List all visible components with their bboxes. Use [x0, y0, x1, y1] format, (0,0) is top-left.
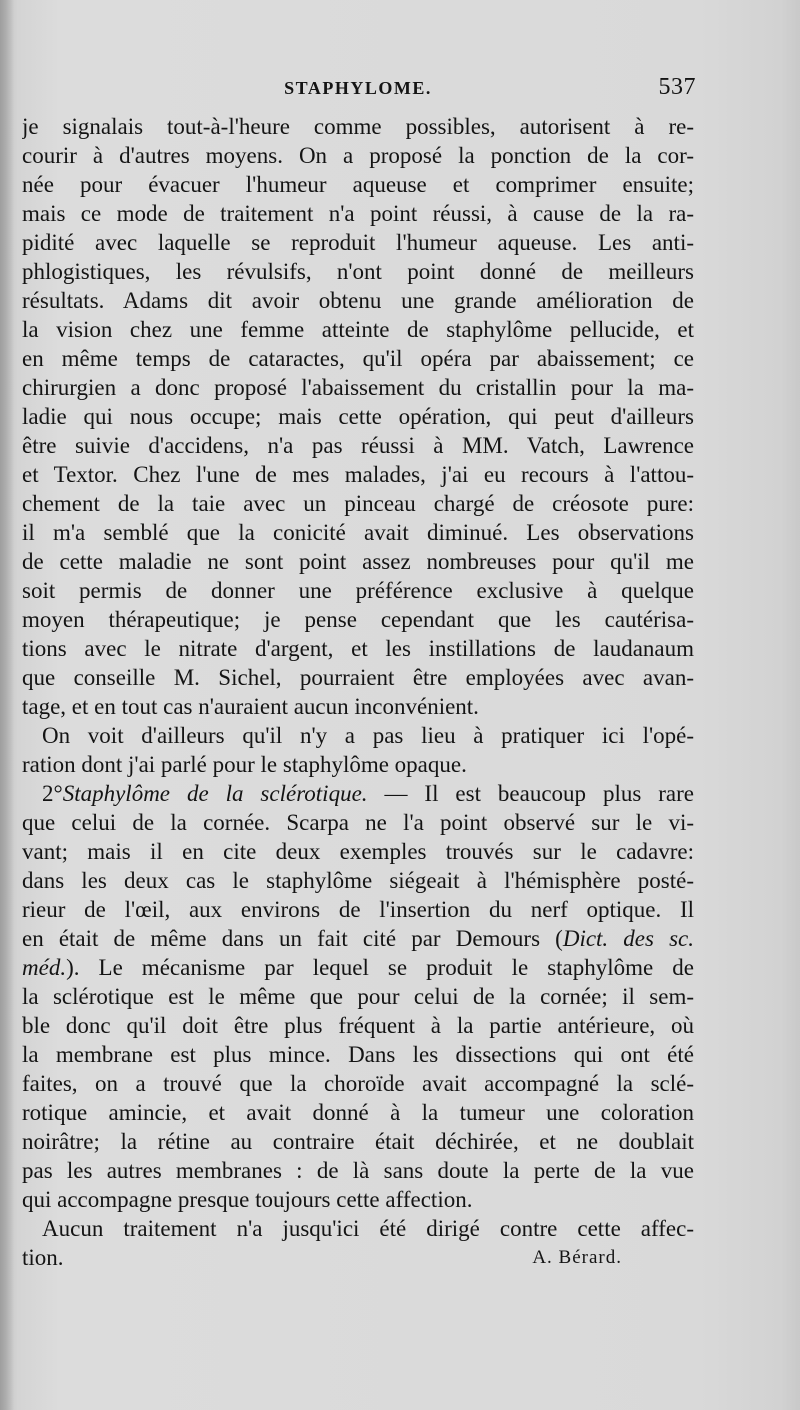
text-line: que celui de la cornée. Scarpa ne l'a point observé sur le vi- — [22, 810, 694, 835]
text-line: soit permis de donner une préférence exclusive à quelque — [22, 578, 694, 603]
body-text — [22, 112, 694, 1272]
text-line: chirurgien a donc proposé l'abaissement du cristallin pour la ma- — [22, 375, 694, 400]
section-heading-line — [22, 779, 694, 808]
section-number: 2° — [42, 781, 63, 806]
author-signature: A. Bérard. — [532, 1247, 622, 1268]
citation-line — [22, 953, 694, 982]
running-head — [20, 72, 696, 106]
text-line: qui accompagne presque toujours cette affection. — [22, 1187, 473, 1212]
citation-line — [22, 924, 694, 953]
text-line: rotique amincie, et avait donné à la tumeur une coloration — [22, 1100, 694, 1125]
text-line: la sclérotique est le même que pour celui de la cornée; il sem- — [22, 984, 694, 1009]
page-number: 537 — [658, 74, 696, 100]
text-line: rieur de l'œil, aux environs de l'insertion du nerf optique. Il — [22, 897, 694, 922]
text-line: moyen thérapeutique; je pense cependant que les cautérisa- — [22, 607, 694, 632]
text-line: que conseille M. Sichel, pourraient être employées avec avan- — [22, 665, 694, 690]
paragraph-first-line: On voit d'ailleurs qu'il n'y a pas lieu à pratiquer ici l'opé- — [42, 723, 694, 748]
text-line: ble donc qu'il doit être plus fréquent à la partie antérieure, où — [22, 1013, 694, 1038]
text-line: ration dont j'ai parlé pour le staphylôme opaque. — [22, 752, 467, 777]
text-line: pas les autres membranes : de là sans doute la perte de la vue — [22, 1158, 694, 1183]
text-line: faites, on a trouvé que la choroïde avait accompagné la sclé- — [22, 1071, 694, 1096]
text-line: mais ce mode de traitement n'a point réussi, à cause de la ra- — [22, 201, 694, 226]
text-line: il m'a semblé que la conicité avait diminué. Les observations — [22, 520, 694, 545]
section-title: Staphylôme de la sclérotique. — [62, 781, 368, 806]
text-line: je signalais tout-à-l'heure comme possibles, autorisent à re- — [22, 114, 694, 139]
text-line: courir à d'autres moyens. On a proposé la ponction de la cor- — [22, 143, 694, 168]
paragraph-first-line: Aucun traitement n'a jusqu'ici été dirigé contre cette affec- — [42, 1216, 694, 1241]
closing-line — [22, 1243, 694, 1272]
text-line: ladie qui nous occupe; mais cette opération, qui peut d'ailleurs — [22, 404, 694, 429]
text-segment: en était de même dans un fait cité par Demours ( — [22, 926, 563, 951]
text-line: et Textor. Chez l'une de mes malades, j'ai eu recours à l'attou- — [22, 462, 694, 487]
text-segment: tion. — [22, 1245, 64, 1270]
text-line: noirâtre; la rétine au contraire était déchirée, et ne doublait — [22, 1129, 694, 1154]
text-line: résultats. Adams dit avoir obtenu une grande amélioration de — [22, 288, 694, 313]
text-segment: ). Le mécanisme par lequel se produit le staphylôme de — [66, 955, 694, 980]
text-line: tions avec le nitrate d'argent, et les instillations de laudanaum — [22, 636, 694, 661]
text-line: être suivie d'accidens, n'a pas réussi à MM. Vatch, Lawrence — [22, 433, 694, 458]
text-line: née pour évacuer l'humeur aqueuse et comprimer ensuite; — [22, 172, 694, 197]
text-line: vant; mais il en cite deux exemples trouvés sur le cadavre: — [22, 839, 694, 864]
text-line: la vision chez une femme atteinte de staphylôme pellucide, et — [22, 317, 694, 342]
gutter-shadow — [0, 0, 14, 1410]
text-line: phlogistiques, les révulsifs, n'ont point donné de meilleurs — [22, 259, 694, 284]
text-line: pidité avec laquelle se reproduit l'humeur aqueuse. Les anti- — [22, 230, 694, 255]
section-text: — Il est beaucoup plus rare — [367, 781, 694, 806]
running-title: STAPHYLOME. — [284, 78, 432, 98]
text-line: dans les deux cas le staphylôme siégeait à l'hémisphère posté- — [22, 868, 694, 893]
text-line: la membrane est plus mince. Dans les dissections qui ont été — [22, 1042, 694, 1067]
text-line: tage, et en tout cas n'auraient aucun inconvénient. — [22, 694, 479, 719]
text-line: chement de la taie avec un pinceau chargé de créosote pure: — [22, 491, 694, 516]
citation-title-cont: méd. — [22, 955, 67, 980]
text-line: de cette maladie ne sont point assez nombreuses pour qu'il me — [22, 549, 694, 574]
citation-title: Dict. des sc. — [562, 926, 694, 951]
text-line: en même temps de cataractes, qu'il opéra par abaissement; ce — [22, 346, 694, 371]
